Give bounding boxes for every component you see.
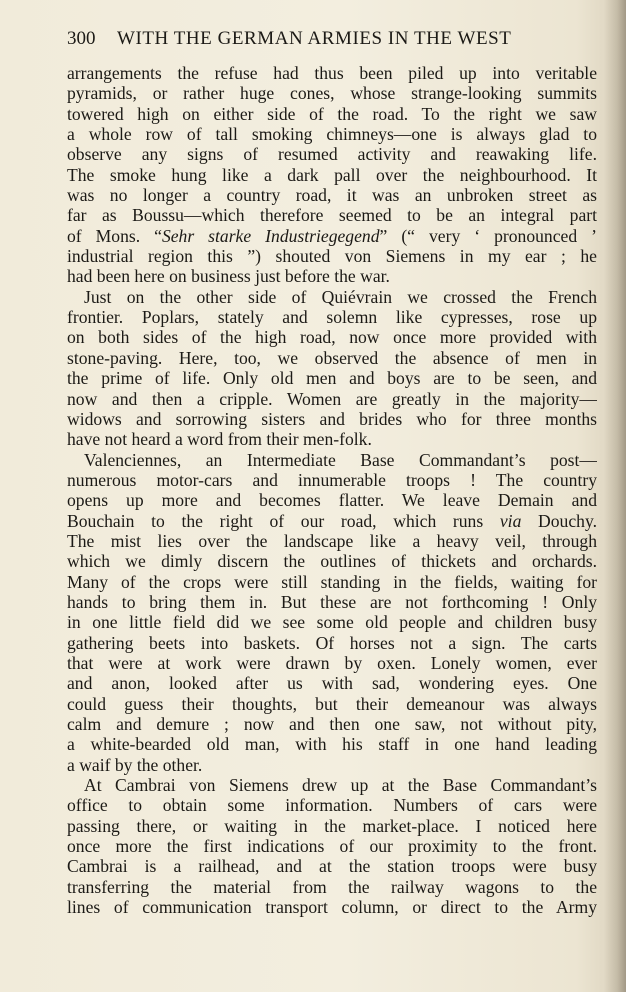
- text-line: [67, 144, 597, 164]
- text-line: [67, 246, 597, 266]
- text-line: [67, 755, 597, 775]
- text-run: and anon, looked after us with sad, wondering eyes. One: [67, 673, 597, 694]
- text-run: Bouchain to the right of our road, which runs: [67, 510, 500, 531]
- text-line: [67, 389, 597, 409]
- text-line: [67, 83, 597, 103]
- text-run: could guess their thoughts, but their demeanour was always: [67, 693, 597, 714]
- text-run: towered high on either side of the road. To the right we saw: [67, 103, 597, 124]
- running-title: WITH THE GERMAN ARMIES IN THE WEST: [117, 28, 512, 49]
- text-run: Cambrai is a railhead, and at the station troops were busy: [67, 856, 597, 877]
- paragraph-first-line: [67, 287, 597, 307]
- text-run: At Cambrai von Siemens drew up at the Base Commandant’s: [84, 775, 597, 796]
- text-line: [67, 531, 597, 551]
- text-line: [67, 836, 597, 856]
- text-line: [67, 327, 597, 347]
- text-line: [67, 307, 597, 327]
- text-line: [67, 734, 597, 754]
- text-run: numerous motor-cars and innumerable troops ! The country: [67, 469, 597, 490]
- text-run: widows and sorrowing sisters and brides who for three months: [67, 408, 597, 429]
- page-number: 300: [67, 28, 96, 49]
- text-line: [67, 104, 597, 124]
- text-run: lines of communication transport column, or direct to the Army: [67, 897, 597, 918]
- text-run: The smoke hung like a dark pall over the neighbourhood. It: [67, 164, 597, 185]
- text-run: opens up more and becomes flatter. We leave Demain and: [67, 490, 597, 511]
- text-run: on both sides of the high road, now once more provided with: [67, 327, 597, 348]
- italic-text: Sehr starke Industriegegend: [161, 225, 380, 246]
- text-run: the prime of life. Only old men and boys are to be seen, and: [67, 368, 597, 389]
- text-run: was no longer a country road, it was an unbroken street as: [67, 185, 597, 206]
- text-run: industrial region this ”) shouted von Siemens in my ear ; he: [67, 246, 597, 267]
- text-line: [67, 816, 597, 836]
- text-run: once more the first indications of our proximity to the front.: [67, 836, 597, 857]
- text-line: [67, 714, 597, 734]
- text-line: [67, 633, 597, 653]
- text-line: [67, 205, 597, 225]
- text-line: [67, 63, 597, 83]
- running-header: [67, 28, 597, 54]
- paragraph-first-line: [67, 775, 597, 795]
- text-line: [67, 185, 597, 205]
- text-run: Douchy.: [521, 510, 597, 531]
- body-text: [67, 63, 597, 917]
- text-line: [67, 226, 597, 246]
- text-run: stone-paving. Here, too, we observed the absence of men in: [67, 347, 597, 368]
- text-run: a waif by the other.: [67, 754, 203, 775]
- text-line: [67, 694, 597, 714]
- text-run: gathering beets into baskets. Of horses not a sign. The carts: [67, 632, 597, 653]
- text-line: [67, 165, 597, 185]
- text-run: Just on the other side of Quiévrain we crossed the French: [84, 286, 597, 307]
- text-line: [67, 897, 597, 917]
- text-run: a white-bearded old man, with his staff in one hand leading: [67, 734, 597, 755]
- text-line: [67, 612, 597, 632]
- text-run: that were at work were drawn by oxen. Lonely women, ever: [67, 652, 597, 673]
- text-line: [67, 348, 597, 368]
- italic-text: via: [499, 510, 522, 531]
- text-line: [67, 124, 597, 144]
- text-run: frontier. Poplars, stately and solemn like cypresses, rose up: [67, 307, 597, 328]
- text-line: [67, 429, 597, 449]
- text-run: which we dimly discern the outlines of thickets and orchards.: [67, 551, 597, 572]
- text-run: far as Boussu—which therefore seemed to be an integral part: [67, 205, 597, 226]
- text-line: [67, 490, 597, 510]
- text-run: pyramids, or rather huge cones, whose strange-looking summits: [67, 83, 597, 104]
- text-run: had been here on business just before the war.: [67, 266, 390, 287]
- text-run: in one little field did we see some old people and children busy: [67, 612, 597, 633]
- text-line: [67, 572, 597, 592]
- text-run: office to obtain some information. Numbers of cars were: [67, 795, 597, 816]
- text-line: [67, 551, 597, 571]
- text-run: The mist lies over the landscape like a heavy veil, through: [67, 530, 597, 551]
- text-line: [67, 592, 597, 612]
- text-run: have not heard a word from their men-folk.: [67, 429, 372, 450]
- text-line: [67, 266, 597, 286]
- page-gutter-shadow: [604, 0, 626, 992]
- text-run: Many of the crops were still standing in the fields, waiting for: [67, 571, 597, 592]
- text-run: hands to bring them in. But these are not forthcoming ! Only: [67, 591, 597, 612]
- text-run: a whole row of tall smoking chimneys—one is always glad to: [67, 124, 597, 145]
- text-run: transferring the material from the railway wagons to the: [67, 876, 597, 897]
- paragraph-first-line: [67, 450, 597, 470]
- text-line: [67, 877, 597, 897]
- text-run: ” (“ very ‘ pronounced ’: [379, 225, 597, 246]
- text-run: arrangements the refuse had thus been piled up into veritable: [67, 63, 597, 83]
- text-line: [67, 653, 597, 673]
- text-line: [67, 470, 597, 490]
- text-run: observe any signs of resumed activity and reawaking life.: [67, 144, 597, 165]
- text-run: now and then a cripple. Women are greatly in the majority—: [67, 388, 597, 409]
- text-line: [67, 673, 597, 693]
- text-run: passing there, or waiting in the market-place. I noticed here: [67, 815, 597, 836]
- text-run: of Mons. “: [67, 225, 162, 246]
- text-line: [67, 511, 597, 531]
- text-line: [67, 795, 597, 815]
- text-line: [67, 409, 597, 429]
- text-run: calm and demure ; now and then one saw, not without pity,: [67, 714, 597, 734]
- text-line: [67, 856, 597, 876]
- text-line: [67, 368, 597, 388]
- text-run: Valenciennes, an Intermediate Base Commandant’s post—: [84, 449, 597, 470]
